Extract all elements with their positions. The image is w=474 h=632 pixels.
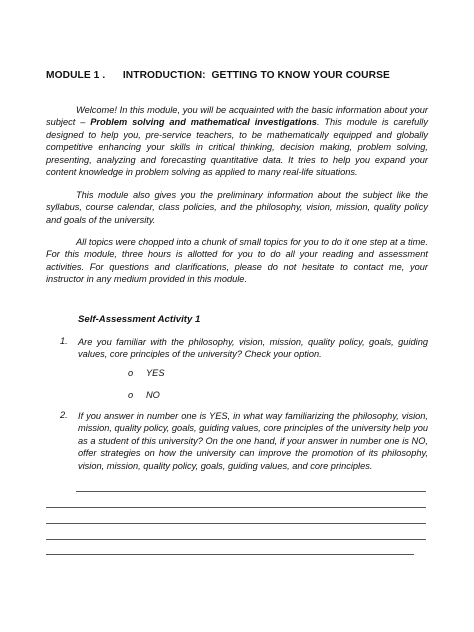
option-no[interactable] — [128, 390, 160, 400]
question-2-text: If you answer in number one is YES, in what way familiarizing the philosophy, vision, mission, quality policy, goals, guiding values, core principles of the university help you as a student of this university? On the one hand, if your answer in number one is NO, offer strategies on how the university can improve the promotion of its philosophy, vision, mission, quality policy, goals, guiding values, and core principles. — [78, 411, 428, 471]
question-1-text: Are you familiar with the philosophy, vision, mission, quality policy, goals, guiding values, core principles of the university? Check your option. — [78, 337, 428, 360]
intro-paragraph-3: All topics were chopped into a chunk of small topics for you to do it one step at a time. For this module, three hours is allotted for you to do all your reading and assessment activities. For questions and clarifications, please do not hesitate to contact me, your instructor in any medium provided in this module. — [46, 237, 428, 285]
answer-line[interactable] — [46, 539, 426, 540]
question-1-number: 1. — [60, 336, 68, 346]
intro-paragraph-2: This module also gives you the preliminary information about the subject like the syllabus, course calendar, class policies, and the philosophy, vision, mission, quality policy and goals of the university. — [46, 190, 428, 225]
option-yes-bullet: o — [128, 368, 134, 378]
module-heading: MODULE 1 . INTRODUCTION: GETTING TO KNOW YOUR COURSE — [46, 70, 390, 81]
option-yes-label: YES — [146, 368, 165, 378]
intro-p1-start: Welcome! In this module, you will be acquainted with the basic information about your subject – — [46, 105, 428, 128]
option-no-bullet: o — [128, 390, 134, 400]
intro-p1-end: . This module is carefully designed to help you, pre-service teachers, to be mathematically equipped and globally competitive enhancing your skills in critical thinking, decision making, problem solving, presenting, analyzing and forecasting quantitative data. It tries to help you expand your content knowledge in problem solving as applied to many real-life situations. — [46, 117, 428, 178]
answer-line[interactable] — [46, 523, 426, 524]
option-no-label: NO — [146, 390, 160, 400]
option-yes[interactable] — [128, 368, 165, 378]
answer-line[interactable] — [46, 507, 426, 508]
answer-line[interactable] — [76, 491, 426, 492]
intro-paragraph-1 — [46, 104, 428, 178]
question-2-number: 2. — [60, 410, 68, 420]
answer-line[interactable] — [46, 554, 414, 555]
subject-title: Problem solving and mathematical investigations — [90, 117, 317, 128]
activity-title: Self-Assessment Activity 1 — [78, 314, 201, 325]
